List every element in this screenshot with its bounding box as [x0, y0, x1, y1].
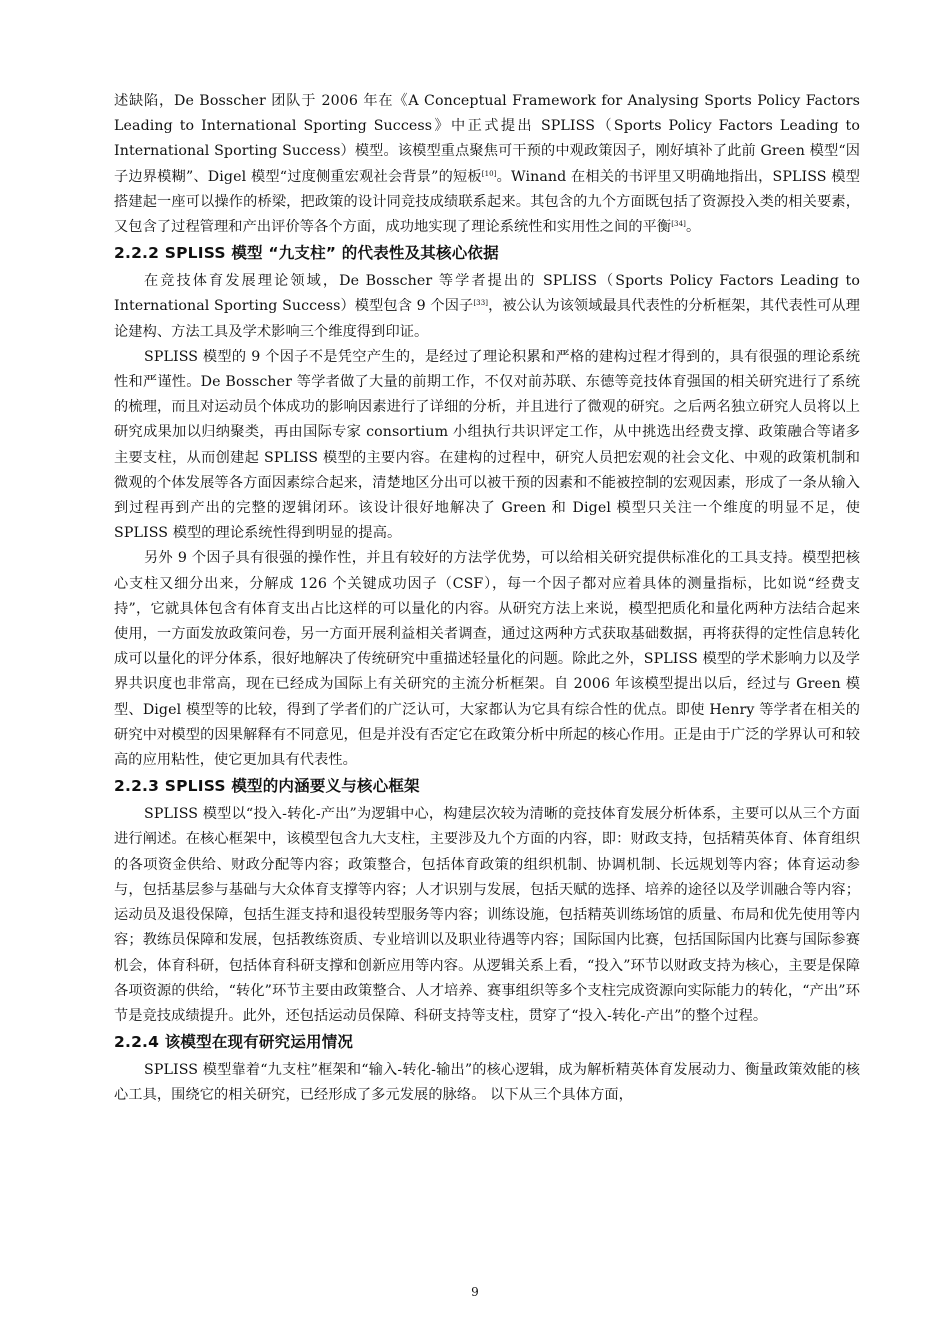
citation-ref: [34] — [671, 220, 686, 229]
paragraph-text: ，被公认为该领域最具代表性的分析框架，其代表性可从理论建构、方法工具及学术影响三个维度得到印证。 — [114, 298, 860, 340]
paragraph-representativeness — [114, 269, 860, 345]
paragraph-framework: SPLISS 模型以“投入-转化-产出”为逻辑中心，构建层次较为清晰的竞技体育发展分析体系，主要可以从三个方面进行阐述。在核心框架中，该模型包含九大支柱，主要涉及九个方面的内容，即：财政支持，包括精英体育、体育组织的各项资金供给、财政分配等内容；政策整合，包括体育政策的组织机制、协调机制、长远规划等内容；体育运动参与，包括基层参与基础与大众体育支撑等内容；人才识别与发展，包括天赋的选择、培养的途径以及学训融合等内容；运动员及退役保障，包括生涯支持和退役转型服务等内容；训练设施，包括精英训练场馆的质量、布局和优先使用等内容；教练员保障和发展，包括教练资质、专业培训以及职业待遇等内容；国际国内比赛，包括国际国内比赛与国际参赛机会，体育科研，包括体育科研支撑和创新应用等内容。从逻辑关系上看，“投入”环节以财政支持为核心，主要是保障各项资源的供给，“转化”环节主要由政策整合、人才培养、赛事组织等多个支柱完成资源向实际能力的转化，“产出”环节是竞技成绩提升。此外，还包括运动员保障、科研支持等支柱，贯穿了“投入-转化-产出”的整个过程。 — [114, 806, 860, 1024]
citation-ref: [10] — [481, 169, 497, 178]
section-heading-2-2-2: 2.2.2 SPLISS 模型 “九支柱” 的代表性及其核心依据 — [114, 244, 499, 263]
page-number: 9 — [471, 1285, 479, 1299]
paragraph-method: 另外 9 个因子具有很强的操作性，并且有较好的方法学优势，可以给相关研究提供标准化的工具支持。模型把核心支柱又细分出来，分解成 126 个关键成功因子（CSF），每一个因子都对应着具体的测量指标，比如说“经费支持”，它就具体包含有体育支出占比这样的可以量化的内容。从研究方法上来说，模型把质化和量化两种方法结合起来使用，一方面发放政策问卷，另一方面开展利益相关者调查，通过这两种方式获取基础数据，再将获得的定性信息转化成可以量化的评分体系，很好地解决了传统研究中重描述轻量化的问题。除此之外，SPLISS 模型的学术影响力以及学界共识度也非常高，现在已经成为国际上有关研究的主流分析框架。自 2006 年该模型提出以后，经过与 Green 模型、Digel 模型等的比较，得到了学者们的广泛认可，大家都认为它具有综合性的优点。即使 Henry 等学者在相关的研究中对模型的因果解释有不同意见，但是并没有否定它在政策分析中所起的核心作用。正是由于广泛的学界认可和较高的应用粘性，使它更加具有代表性。 — [114, 550, 860, 769]
paragraph-application: SPLISS 模型靠着“九支柱”框架和“输入-转化-输出”的核心逻辑，成为解析精英体育发展动力、衡量政策效能的核心工具，围绕它的相关研究，已经形成了多元发展的脉络。 以下从三个具体方面， — [114, 1062, 860, 1104]
page-content — [114, 89, 860, 1109]
paragraph-intro — [114, 89, 860, 240]
section-heading-2-2-3: 2.2.3 SPLISS 模型的内涵要义与核心框架 — [114, 777, 420, 796]
paragraph-text: 述缺陷，De Bosscher 团队于 2006 年在《A Conceptual Framework for Analysing Sports Policy Factors Leading to International Sporting Success》中正式提出 SPLISS（Sports Policy Factors Leading to International Sporting Success）模型。该模型重点聚焦可干预的中观政策因子，刚好填补了此前 Green 模型“因子边界模糊”、Digel 模型“过度侧重宏观社会背景”的短板 — [114, 93, 860, 185]
citation-ref: [33] — [473, 299, 489, 308]
paragraph-text: 。 — [686, 219, 701, 236]
paragraph-text: 。Winand 在相关的书评里又明确地指出，SPLISS 模型搭建起一座可以操作的桥梁，把政策的设计同竞技成绩联系起来。其包含的九个方面既包括了资源投入类的相关要素，又包含了过程管理和产出评价等各个方面，成功地实现了理论系统性和实用性之间的平衡 — [114, 168, 860, 236]
paragraph-theory: SPLISS 模型的 9 个因子不是凭空产生的，是经过了理论积累和严格的建构过程才得到的，具有很强的理论系统性和严谨性。De Bosscher 等学者做了大量的前期工作，不仅对前苏联、东德等竞技体育强国的相关研究进行了系统的梳理，而且对运动员个体成功的影响因素进行了详细的分析，并且进行了微观的研究。之后两名独立研究人员将以上研究成果加以归纳聚类，再由国际专家 consortium 小组执行共识评定工作，从中挑选出经费支撑、政策融合等诸多主要支柱，从而创建起 SPLISS 模型的主要内容。在建构的过程中，研究人员把宏观的社会文化、中观的政策机制和微观的个体发展等各方面因素综合起来，清楚地区分出可以被干预的因素和不能被控制的宏观因素，形成了一条从输入到过程再到产出的完整的逻辑闭环。该设计很好地解决了 Green 和 Digel 模型只关注一个维度的明显不足，使 SPLISS 模型的理论系统性得到明显的提高。 — [114, 348, 860, 542]
section-heading-2-2-4: 2.2.4 该模型在现有研究运用情况 — [114, 1033, 354, 1052]
paragraph-text: 在竞技体育发展理论领域，De Bosscher 等学者提出的 SPLISS（Sports Policy Factors Leading to International Sporting Success）模型包含 9 个因子 — [114, 273, 860, 315]
